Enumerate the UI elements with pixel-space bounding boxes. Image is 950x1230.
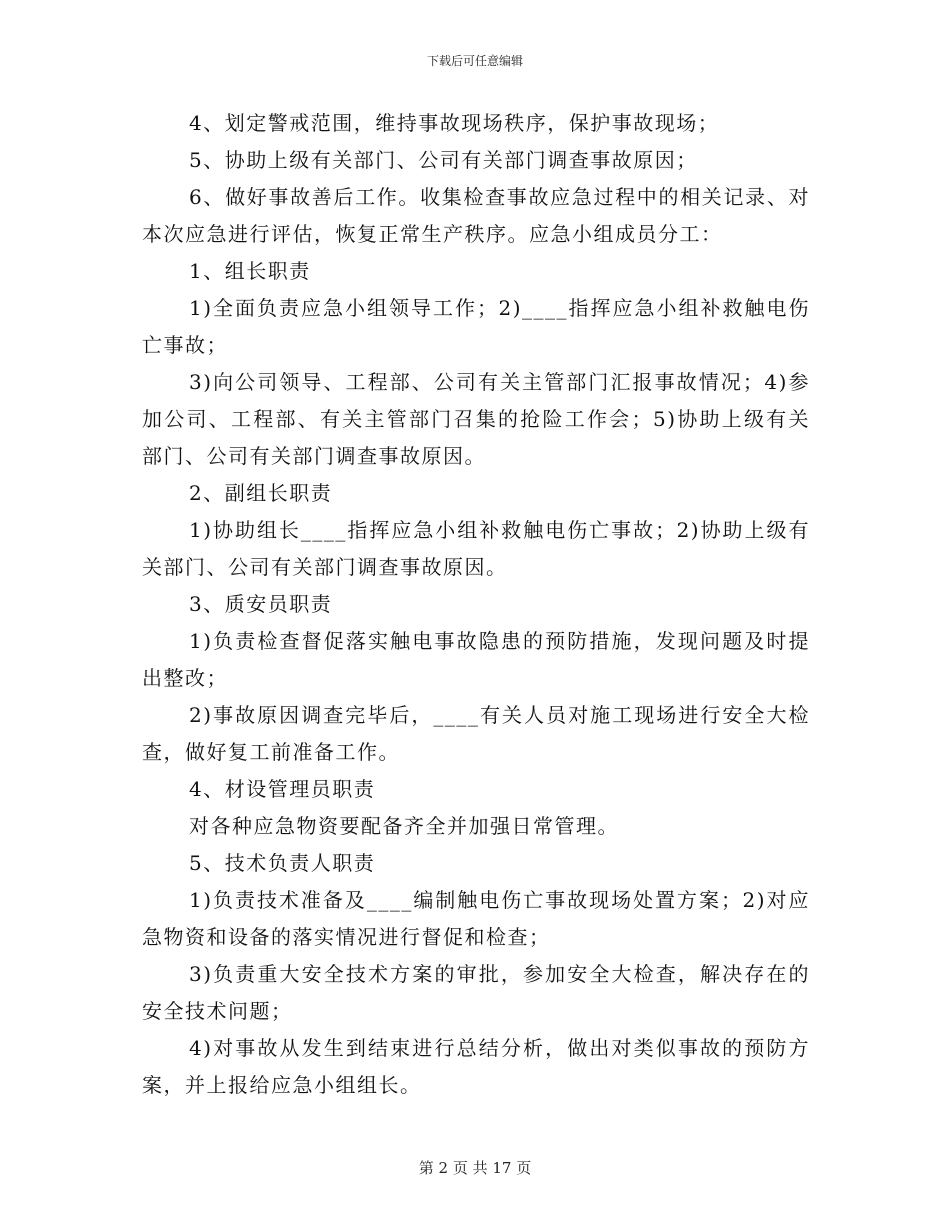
- page-footer: 第 2 页 共 17 页: [418, 1159, 532, 1177]
- paragraph-item-4-cordon: 4、划定警戒范围，维持事故现场秩序，保护事故现场；: [189, 111, 720, 135]
- paragraph-leader-duties-1: 1)全面负责应急小组领导工作；2)____指挥应急小组补救触电伤亡事故；: [142, 296, 810, 357]
- document-body: [142, 105, 810, 1104]
- section-heading-leader: 1、组长职责: [189, 259, 311, 283]
- paragraph-safety-duties-1: 1)负责检查督促落实触电事故隐患的预防措施，发现问题及时提出整改；: [142, 629, 810, 690]
- paragraph-materials-duties: 对各种应急物资要配备齐全并加强日常管理。: [189, 814, 619, 838]
- paragraph-item-5-investigation: 5、协助上级有关部门、公司有关部门调查事故原因；: [189, 148, 698, 172]
- paragraph-leader-duties-2: 3)向公司领导、工程部、公司有关主管部门汇报事故情况；4)参加公司、工程部、有关主管部门召集的抢险工作会；5)协助上级有关部门、公司有关部门调查事故原因。: [142, 370, 810, 468]
- section-heading-deputy-leader: 2、副组长职责: [189, 481, 333, 505]
- paragraph-technical-duties-1: 1)负责技术准备及____编制触电伤亡事故现场处置方案；2)对应急物资和设备的落实情况进行督促和检查；: [142, 888, 810, 949]
- section-heading-safety-officer: 3、质安员职责: [189, 592, 333, 616]
- paragraph-technical-duties-2: 3)负责重大安全技术方案的审批，参加安全大检查，解决存在的安全技术问题；: [142, 962, 810, 1023]
- paragraph-safety-duties-2: 2)事故原因调查完毕后，____有关人员对施工现场进行安全大检查，做好复工前准备工作。: [142, 703, 810, 764]
- section-heading-materials-manager: 4、材设管理员职责: [189, 777, 376, 801]
- paragraph-deputy-duties: 1)协助组长____指挥应急小组补救触电伤亡事故；2)协助上级有关部门、公司有关部门调查事故原因。: [142, 518, 810, 579]
- section-heading-technical-lead: 5、技术负责人职责: [189, 851, 376, 875]
- page-header: 下载后可任意编辑: [426, 54, 523, 68]
- paragraph-item-6-aftermath: 6、做好事故善后工作。收集检查事故应急过程中的相关记录、对本次应急进行评估，恢复正常生产秩序。应急小组成员分工：: [142, 185, 810, 246]
- paragraph-technical-duties-3: 4)对事故从发生到结束进行总结分析，做出对类似事故的预防方案，并上报给应急小组组长。: [142, 1036, 810, 1097]
